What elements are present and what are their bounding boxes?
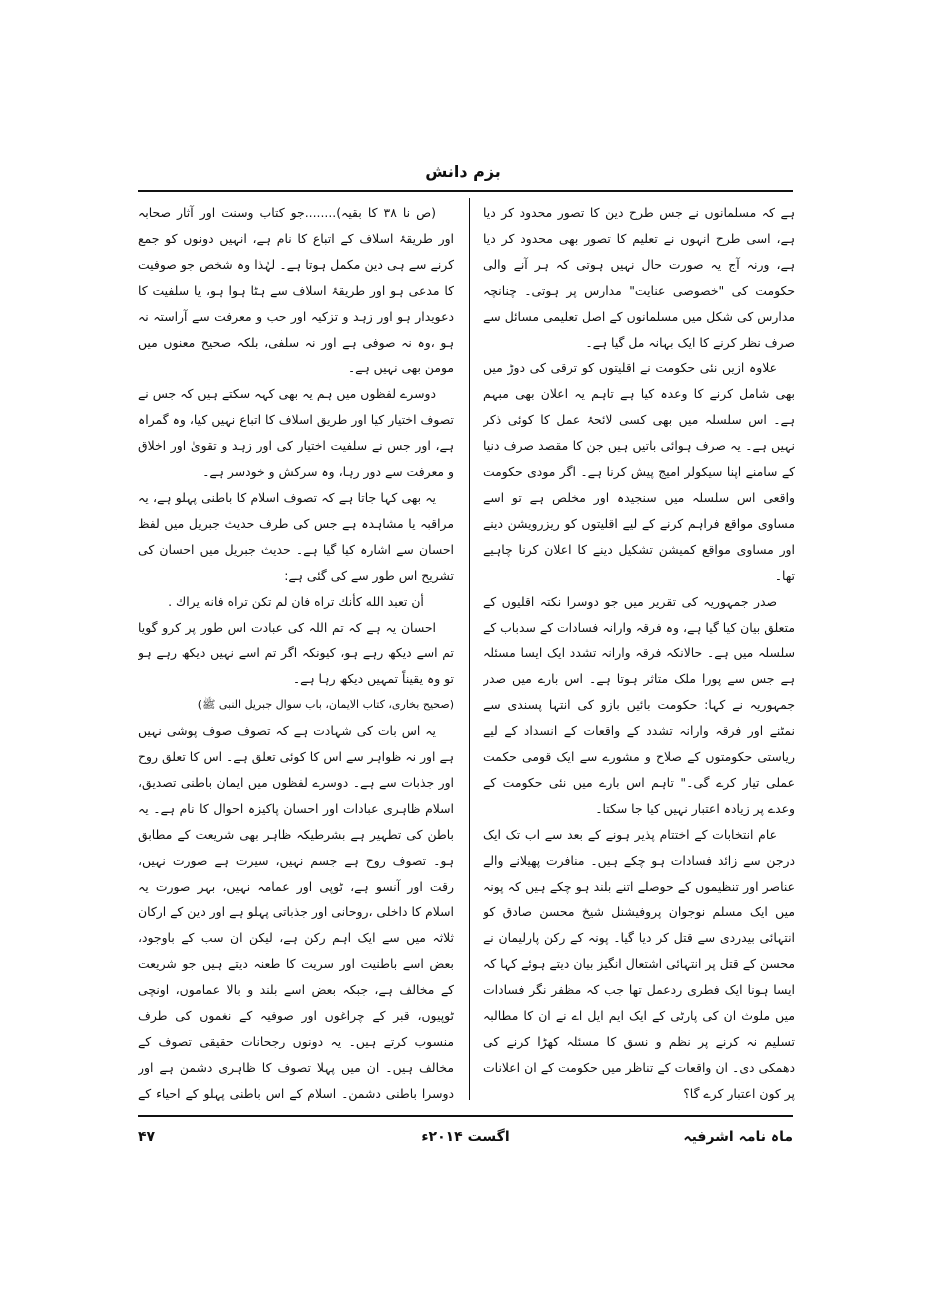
right-column — [483, 200, 795, 1105]
issue-date: اگست ۲۰۱۴ء — [421, 1129, 510, 1145]
footer-rule — [138, 1115, 793, 1117]
page-footer — [138, 1124, 793, 1150]
left-column — [138, 200, 454, 1105]
arabic-hadith: أن تعبد الله كأنك تراه فان لم تكن تراه فانه يراك . — [168, 593, 424, 609]
header-rule — [138, 190, 793, 192]
right-paragraph-4: عام انتخابات کے اختتام پذیر ہونے کے بعد سے اب تک ایک درجن سے زائد فسادات ہو چکے ہیں۔ منافرت پھیلانے والے عناصر اور تنظیموں کے حوصلے اتنے بلند ہو چکے ہیں کہ پونہ میں ایک مسلم نوجوان پروفیشنل شیخ محسن صادق کو انتہائی بیدردی سے قتل کر دیا گیا۔ پونہ کے رکن پارلیمان نے محسن کے قتل پر انتہائی اشتعال انگیز بیان دیتے ہوئے کہا کہ ایسا ہونا ایک فطری ردعمل تھا جب کہ مظفر نگر فسادات میں ملوث ان کی پارٹی کے ایک ایم ایل اے نے ان کا مطالبہ تسلیم نہ کرنے پر نظم و نسق کا مسئلہ کھڑا کرنے کی دھمکی دی۔ ان واقعات کے تناظر میں حکومت کے ان اعلانات پر کون اعتبار کرے گا؟ — [483, 826, 795, 1101]
right-paragraph-2: علاوہ ازیں نئی حکومت نے اقلیتوں کو ترقی کی دوڑ میں بھی شامل کرنے کا وعدہ کیا ہے تاہم یہ اعلان بھی مبہم ہے۔ اس سلسلہ میں بھی کسی لائحۂ عمل کا کوئی ذکر نہیں ہے۔ یہ صرف ہوائی باتیں ہیں جن کا مقصد صرف دنیا کے سامنے اپنا سیکولر امیج پیش کرنا ہے۔ اگر مودی حکومت واقعی اس سلسلہ میں سنجیدہ اور مخلص ہے تو اسے مساوی مواقع فراہم کرنے کے لیے اقلیتوں کو ریزرویشن دینے اور مساوی مواقع کمیشن تشکیل دینے کا اعلان کرنا چاہیے تھا۔ — [483, 360, 795, 583]
section-title: بزم دانش — [425, 162, 501, 181]
page-number: ۴۷ — [138, 1129, 156, 1145]
left-paragraph-5: یہ اس بات کی شہادت ہے کہ تصوف صوف پوشی نہیں ہے اور نہ ظواہر سے اس کا کوئی تعلق ہے۔ اس کا تعلق روح اور جذبات سے ہے۔ دوسرے لفظوں میں ایمان باطنی تصدیق، اسلام ظاہری عبادات اور احسان پاکیزہ احوال کا نام ہے۔ یہ باطن کی تطہیر ہے بشرطیکہ ظاہر بھی شریعت کے مطابق ہو۔ تصوف روح ہے جسم نہیں، سیرت ہے صورت نہیں، رقت اور آنسو ہے، ٹوپی اور عمامہ نہیں، بہر صورت یہ اسلام کا داخلی ،روحانی اور جذباتی پہلو ہے اور دین کے ارکان ثلاثہ میں سے ایک اہم رکن ہے، لیکن ان سب کے باوجود، بعض اسے باطنیت اور سریت کا طعنہ دیتے ہیں جو شریعت کے مخالف ہے، جبکہ بعض اسے بلند و بالا عماموں، اونچی ٹوپیوں، قبر کے چراغوں اور صوفیہ کے نغموں کی طرف منسوب کرتے ہیں۔ یہ دونوں رجحانات حقیقی تصوف کے مخالف ہیں۔ ان میں پہلا تصوف کا ظاہری دشمن ہے اور دوسرا باطنی دشمن۔ اسلام کے اس باطنی پہلو کے احیاء کے — [138, 723, 454, 1101]
left-paragraph-4: احسان یہ ہے کہ تم اللہ کی عبادت اس طور پر کرو گویا تم اسے دیکھ رہے ہو، کیونکہ اگر تم اسے نہیں دیکھ رہے ہو تو وہ یقیناً تمہیں دیکھ رہا ہے۔ — [138, 619, 454, 687]
left-paragraph-2: دوسرے لفظوں میں ہم یہ بھی کہہ سکتے ہیں کہ جس نے تصوف اختیار کیا اور طریق اسلاف کا اتباع نہیں کیا، وہ گمراہ ہے، اور جس نے سلفیت اختیار کی اور زہد و تقویٰ اور اخلاق و معرفت سے دور رہا، وہ سرکش و خودسر ہے۔ — [138, 386, 454, 480]
right-paragraph-1: ہے کہ مسلمانوں نے جس طرح دین کا تصور محدود کر دیا ہے، اسی طرح انہوں نے تعلیم کا تصور بھی محدود کر دیا ہے، ورنہ آج یہ صورت حال نہیں ہوتی کہ ہر آنے والی حکومت کی "خصوصی عنایت" مدارس پر ہوتی۔ چنانچہ مدارس کی شکل میں مسلمانوں کے اصل تعلیمی مسائل سے صرف نظر کرنے کا ایک بہانہ مل گیا ہے۔ — [483, 205, 795, 350]
right-paragraph-3: صدر جمہوریہ کی تقریر میں جو دوسرا نکتہ اقلیوں کے متعلق بیان کیا گیا ہے، وہ فرقہ وارانہ فسادات کے سدباب کے سلسلہ میں ہے۔ حالانکہ فرقہ وارانہ تشدد ایک ایسا مسئلہ ہے جس سے پورا ملک متاثر ہوتا ہے۔ اس بارے میں صدر جمہوریہ نے کہا: حکومت بائیں بازو کی انتہا پسندی سے نمٹنے اور فرقہ وارانہ تشدد کے واقعات کے انسداد کے لیے ریاستی حکومتوں کے صلاح و مشورے سے ایک قومی حکمت عملی تیار کرے گی۔" تاہم اس بارے میں نئی حکومت کے وعدے پر زیادہ اعتبار نہیں کیا جا سکتا۔ — [483, 593, 795, 816]
column-divider — [469, 198, 470, 1100]
left-paragraph-1: (ص نا ۳۸ کا بقیہ)........جو کتاب وسنت اور آثار صحابہ اور طریقۂ اسلاف کے اتباع کا نام ہے، انہیں دونوں کو جمع کرنے سے ہی دین مکمل ہوتا ہے۔ لہٰذا وہ شخص جو صوفیت کا مدعی ہو اور طریقۂ اسلاف سے ہٹا ہوا ہو، یا سلفیت کا دعویدار ہو اور زہد و تزکیہ اور حب و معرفت سے آراستہ نہ ہو ،وہ نہ صوفی ہے اور نہ سلفی، بلکہ صحیح معنوں میں مومن بھی نہیں ہے۔ — [138, 205, 454, 376]
magazine-name: ماہ نامہ اشرفیہ — [683, 1129, 793, 1145]
left-paragraph-3: یہ بھی کہا جاتا ہے کہ تصوف اسلام کا باطنی پہلو ہے، یہ مراقبہ یا مشاہدہ ہے جس کی طرف حدیث جبریل میں لفظ احسان سے اشارہ کیا گیا ہے۔ حدیث جبریل میں احسان کی تشریح اس طور سے کی گئی ہے: — [138, 489, 454, 583]
hadith-reference: (صحیح بخاری، کتاب الایمان، باب سوال جبریل النبی ﷺ) — [197, 698, 454, 712]
